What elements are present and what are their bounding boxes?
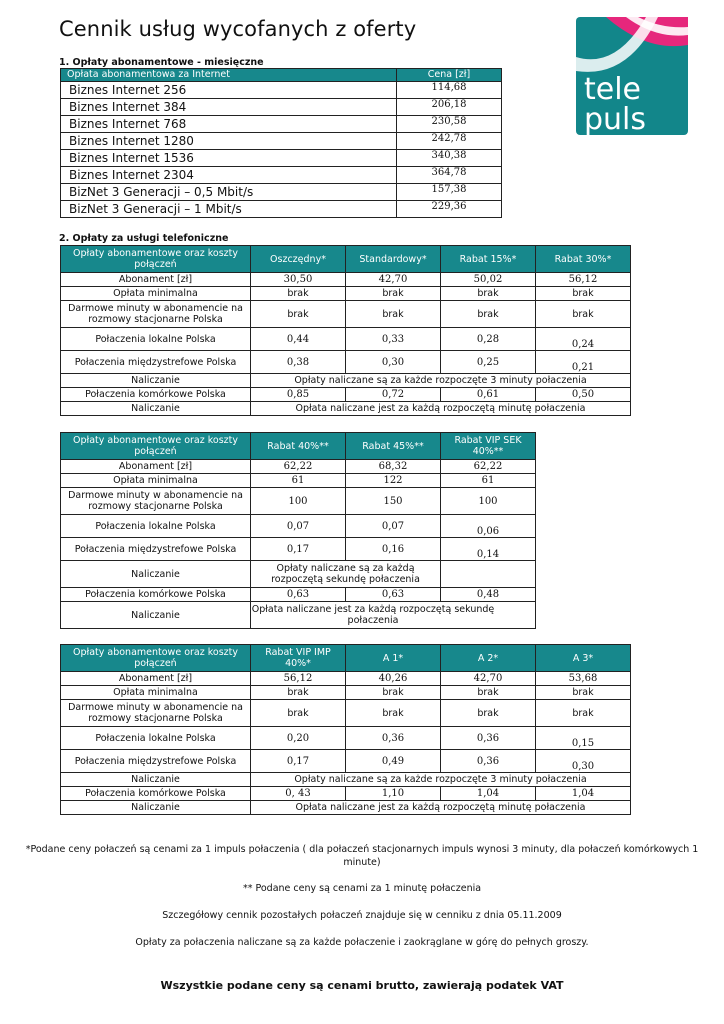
cell: 100 [251, 488, 346, 515]
row-label: Połaczenia międzystrefowe Polska [61, 750, 251, 773]
cell: 0,17 [251, 750, 346, 773]
col-header: Rabat 45%** [346, 433, 441, 460]
row-name: Biznes Internet 1536 [61, 150, 397, 167]
row-name: Biznes Internet 1280 [61, 133, 397, 150]
table-row [61, 460, 536, 474]
cell: brak [441, 700, 536, 727]
row-name: BizNet 3 Generacji – 1 Mbit/s [61, 201, 397, 218]
row-name: Biznes Internet 384 [61, 99, 397, 116]
col-header-label: Opłaty abonamentowe oraz koszty połączeń [61, 433, 251, 460]
row-price: 206,18 [397, 99, 502, 116]
row-name: Biznes Internet 256 [61, 82, 397, 99]
table-row [61, 351, 631, 374]
cell: 0,28 [441, 328, 536, 351]
row-label: Naliczanie [61, 374, 251, 388]
cell: 42,70 [346, 273, 441, 287]
table-row [61, 787, 631, 801]
col-header-label: Opłaty abonamentowe oraz koszty połączeń [61, 246, 251, 273]
cell: Opłata naliczane jest za każdą rozpoczętą minutę połaczenia [251, 801, 631, 815]
row-price: 157,38 [397, 184, 502, 201]
table-row [61, 474, 536, 488]
table-row [61, 167, 502, 184]
col-header: Rabat VIP SEK 40%** [441, 433, 536, 460]
cell: 56,12 [536, 273, 631, 287]
cell: 0,49 [346, 750, 441, 773]
row-label: Abonament [zł] [61, 273, 251, 287]
table-header-row [61, 246, 631, 273]
cell: 50,02 [441, 273, 536, 287]
table-header-row [61, 645, 631, 672]
row-label: Abonament [zł] [61, 460, 251, 474]
cell: brak [441, 287, 536, 301]
cell: brak [536, 700, 631, 727]
cell: 0,48 [441, 588, 536, 602]
row-label: Połaczenia międzystrefowe Polska [61, 538, 251, 561]
col-header: Rabat VIP IMP 40%* [251, 645, 346, 672]
cell: Opłaty naliczane są za każde rozpoczęte 3 minuty połaczenia [251, 773, 631, 787]
row-label: Opłata minimalna [61, 287, 251, 301]
table-row [61, 388, 631, 402]
cell: 0,07 [251, 515, 346, 538]
row-label: Połaczenia lokalne Polska [61, 727, 251, 750]
table-row [61, 374, 631, 388]
table-row [61, 561, 536, 588]
table-row [61, 301, 631, 328]
footnote-cennik: Szczegółowy cennik pozostałych połaczeń znajduje się w cenniku z dnia 05.11.2009 [162, 910, 562, 921]
row-name: Biznes Internet 2304 [61, 167, 397, 184]
row-label: Połaczenia międzystrefowe Polska [61, 351, 251, 374]
cell: 42,70 [441, 672, 536, 686]
table-row [61, 515, 536, 538]
cell: brak [251, 287, 346, 301]
table-row [61, 184, 502, 201]
section2-heading: 2. Opłaty za usługi telefoniczne [59, 233, 229, 244]
row-label: Połaczenia lokalne Polska [61, 515, 251, 538]
row-price: 242,78 [397, 133, 502, 150]
page-title: Cennik usług wycofanych z oferty [59, 17, 417, 41]
phone-table-c [60, 644, 631, 815]
internet-price-table [60, 68, 502, 218]
cell: 0,06 [441, 515, 536, 538]
cell: 0,17 [251, 538, 346, 561]
cell: 0,38 [251, 351, 346, 374]
table-row [61, 773, 631, 787]
cell: 61 [441, 474, 536, 488]
telepuls-logo [576, 17, 688, 135]
cell: 150 [346, 488, 441, 515]
cell: brak [251, 301, 346, 328]
cell: Opłata naliczane jest za każdą rozpoczętą minutę połaczenia [251, 402, 631, 416]
row-label: Naliczanie [61, 773, 251, 787]
svg-text:tele: tele [584, 72, 642, 107]
cell: Opłata naliczane jest za każdą rozpoczętą sekundę połaczenia [251, 602, 536, 629]
cell: Opłaty naliczane są za każdą rozpoczętą sekundę połaczenia [251, 561, 441, 588]
section1-heading: 1. Opłaty abonamentowe - miesięczne [59, 57, 264, 68]
cell: 0,85 [251, 388, 346, 402]
cell: 0,36 [441, 727, 536, 750]
row-label: Połaczenia komórkowe Polska [61, 588, 251, 602]
row-label: Darmowe minuty w abonamencie na rozmowy stacjonarne Polska [61, 301, 251, 328]
cell: 0,25 [441, 351, 536, 374]
row-price: 114,68 [397, 82, 502, 99]
cell: 0,50 [536, 388, 631, 402]
cell: 53,68 [536, 672, 631, 686]
table-row [61, 133, 502, 150]
row-label: Połaczenia lokalne Polska [61, 328, 251, 351]
footnote-rounding: Opłaty za połaczenia naliczane są za każde połaczenie i zaokrąglane w górę do pełnych groszy. [135, 937, 589, 948]
cell: 0,63 [251, 588, 346, 602]
cell: 40,26 [346, 672, 441, 686]
table-row [61, 99, 502, 116]
col-header: Standardowy* [346, 246, 441, 273]
cell: brak [251, 700, 346, 727]
cell: 0,61 [441, 388, 536, 402]
cell: brak [441, 686, 536, 700]
row-label: Naliczanie [61, 801, 251, 815]
col-header-price: Cena [zł] [397, 69, 502, 82]
table-header-row [61, 69, 502, 82]
cell: 0,16 [346, 538, 441, 561]
vat-notice: Wszystkie podane ceny są cenami brutto, zawierają podatek VAT [160, 979, 564, 992]
cell: brak [536, 287, 631, 301]
cell: 0,14 [441, 538, 536, 561]
table-row [61, 328, 631, 351]
row-name: BizNet 3 Generacji – 0,5 Mbit/s [61, 184, 397, 201]
table-row [61, 488, 536, 515]
row-label: Naliczanie [61, 402, 251, 416]
table-row [61, 727, 631, 750]
cell: 0,15 [536, 727, 631, 750]
cell: 0,33 [346, 328, 441, 351]
cell: 0,36 [441, 750, 536, 773]
row-label: Połaczenia komórkowe Polska [61, 787, 251, 801]
cell: 0,36 [346, 727, 441, 750]
row-label: Opłata minimalna [61, 474, 251, 488]
row-label: Opłata minimalna [61, 686, 251, 700]
col-header: A 2* [441, 645, 536, 672]
cell: 0,72 [346, 388, 441, 402]
cell: 62,22 [441, 460, 536, 474]
table-row [61, 150, 502, 167]
cell: 122 [346, 474, 441, 488]
row-price: 229,36 [397, 201, 502, 218]
cell: 1,10 [346, 787, 441, 801]
cell: brak [346, 287, 441, 301]
footnote-minute: ** Podane ceny są cenami za 1 minutę połaczenia [242, 883, 482, 894]
table-header-row [61, 433, 536, 460]
table-row [61, 750, 631, 773]
row-name: Biznes Internet 768 [61, 116, 397, 133]
col-header: Oszczędny* [251, 246, 346, 273]
row-price: 340,38 [397, 150, 502, 167]
table-row [61, 273, 631, 287]
empty-cell [441, 561, 536, 588]
table-row [61, 402, 631, 416]
cell: 0,24 [536, 328, 631, 351]
row-label: Abonament [zł] [61, 672, 251, 686]
col-header: A 1* [346, 645, 441, 672]
table-row [61, 82, 502, 99]
col-header: A 3* [536, 645, 631, 672]
row-label: Darmowe minuty w abonamencie na rozmowy stacjonarne Polska [61, 700, 251, 727]
row-price: 364,78 [397, 167, 502, 184]
cell: 0,30 [536, 750, 631, 773]
cell: brak [536, 301, 631, 328]
col-header-service: Opłata abonamentowa za Internet [61, 69, 397, 82]
table-row [61, 201, 502, 218]
cell: brak [346, 686, 441, 700]
cell: brak [441, 301, 536, 328]
row-label: Naliczanie [61, 602, 251, 629]
svg-text:puls: puls [584, 102, 647, 135]
col-header: Rabat 40%** [251, 433, 346, 460]
cell: 1,04 [536, 787, 631, 801]
cell: 61 [251, 474, 346, 488]
cell: 62,22 [251, 460, 346, 474]
phone-table-b [60, 432, 536, 629]
cell: brak [251, 686, 346, 700]
cell: brak [536, 686, 631, 700]
cell: 0, 43 [251, 787, 346, 801]
table-row [61, 588, 536, 602]
row-label: Naliczanie [61, 561, 251, 588]
col-header: Rabat 30%* [536, 246, 631, 273]
cell: 100 [441, 488, 536, 515]
cell: Opłaty naliczane są za każde rozpoczęte 3 minuty połaczenia [251, 374, 631, 388]
cell: 0,63 [346, 588, 441, 602]
col-header: Rabat 15%* [441, 246, 536, 273]
table-row [61, 686, 631, 700]
cell: 0,21 [536, 351, 631, 374]
row-label: Darmowe minuty w abonamencie na rozmowy stacjonarne Polska [61, 488, 251, 515]
table-row [61, 602, 536, 629]
table-row [61, 700, 631, 727]
cell: brak [346, 301, 441, 328]
table-row [61, 801, 631, 815]
table-row [61, 116, 502, 133]
table-row [61, 672, 631, 686]
cell: 0,30 [346, 351, 441, 374]
cell: 1,04 [441, 787, 536, 801]
phone-table-a [60, 245, 631, 416]
table-row [61, 538, 536, 561]
cell: brak [346, 700, 441, 727]
footnote-impuls: *Podane ceny połaczeń są cenami za 1 impuls połaczenia ( dla połaczeń stacjonarnych impuls wynosi 3 minuty, dla połaczeń komórkowych 1 minute) [25, 844, 699, 868]
row-label: Połaczenia komórkowe Polska [61, 388, 251, 402]
cell: 30,50 [251, 273, 346, 287]
col-header-label: Opłaty abonamentowe oraz koszty połączeń [61, 645, 251, 672]
row-price: 230,58 [397, 116, 502, 133]
cell: 0,07 [346, 515, 441, 538]
table-row [61, 287, 631, 301]
cell: 68,32 [346, 460, 441, 474]
cell: 0,20 [251, 727, 346, 750]
cell: 0,44 [251, 328, 346, 351]
cell: 56,12 [251, 672, 346, 686]
